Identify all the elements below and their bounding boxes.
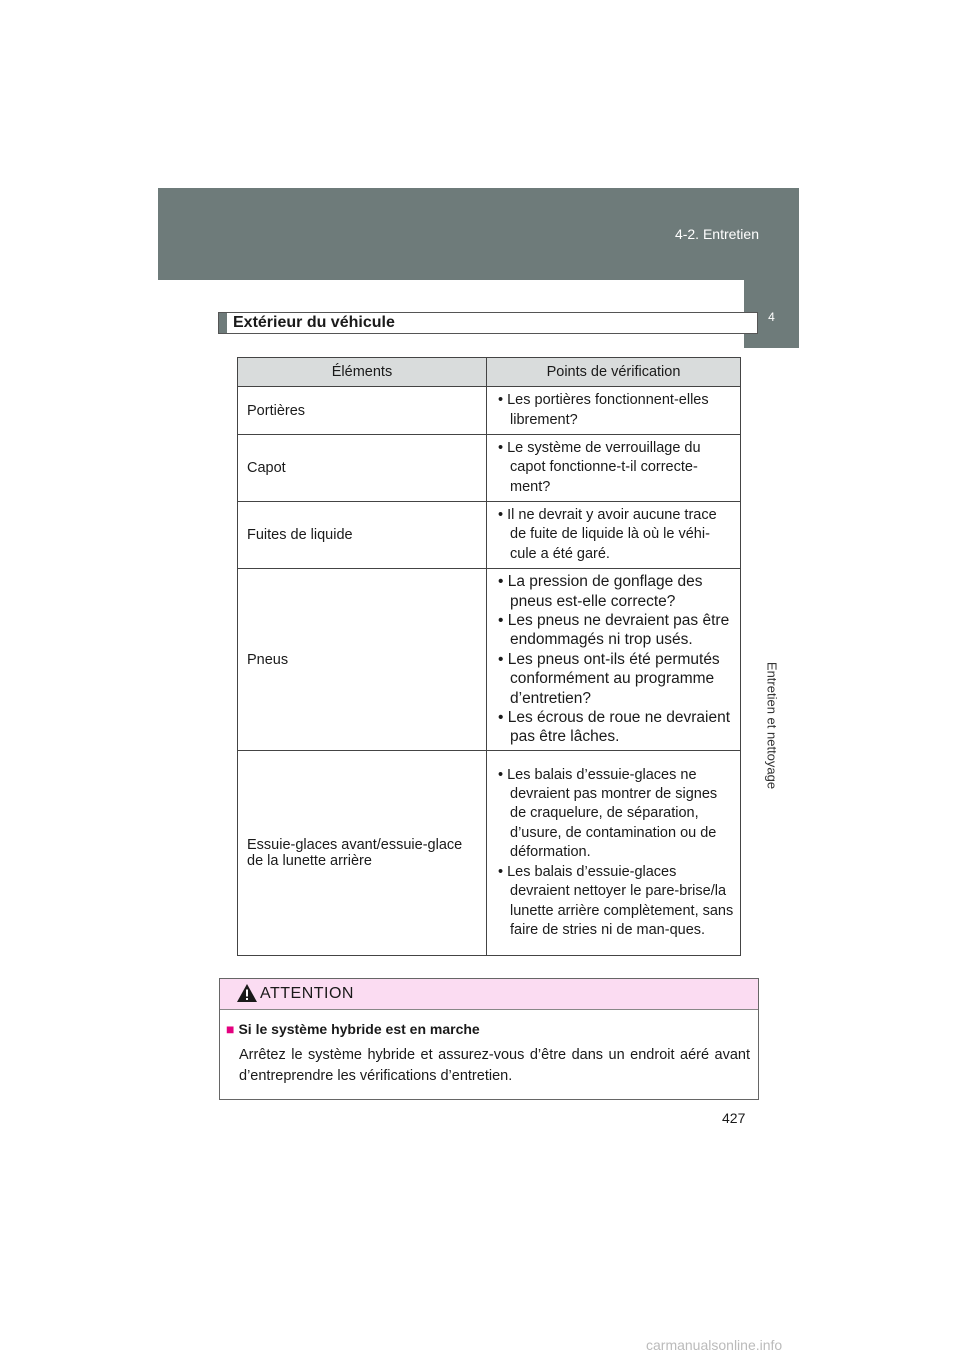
check-point: • Il ne devrait y avoir aucune trace de fuite de liquide là où le véhi-cule a été garé. [496, 506, 734, 564]
points-cell [487, 435, 741, 502]
column-header-points: Points de vérification [487, 358, 741, 387]
warning-subtitle: Si le système hybride est en marche [238, 1021, 480, 1037]
warning-box [219, 978, 759, 1100]
points-cell [487, 569, 741, 751]
header-band [158, 188, 799, 280]
warning-body: Arrêtez le système hybride et assurez-vous d’être dans un endroit aéré avant d’entreprendre les vérifications d’entretien. [239, 1047, 750, 1084]
warning-subtitle-row [226, 1021, 480, 1037]
inspection-table [237, 357, 741, 956]
check-point: • Les portières fonctionnent-elles librement? [496, 391, 734, 430]
warning-title: ATTENTION [260, 985, 354, 1002]
bullet-square-icon: ■ [226, 1021, 235, 1037]
points-cell [487, 387, 741, 435]
table-row [238, 569, 741, 751]
check-point: • Le système de verrouillage du capot fonctionne-t-il correcte-ment? [496, 439, 734, 497]
element-cell: Portières [238, 387, 487, 435]
column-header-elements: Éléments [238, 358, 487, 387]
section-title-box [218, 312, 758, 334]
check-point: • Les pneus ont-ils été permutés conformément au programme d’entretien? [496, 650, 734, 708]
page-number: 427 [722, 1110, 746, 1126]
element-cell: Fuites de liquide [238, 502, 487, 569]
section-title: Extérieur du véhicule [233, 314, 395, 331]
table-row [238, 502, 741, 569]
section-title-bar [219, 313, 227, 333]
points-cell [487, 502, 741, 569]
check-point: • Les balais d’essuie-glaces ne devraient pas montrer de signes de craquelure, de séparation, d’usure, de contamination ou de déformation. [496, 766, 734, 863]
warning-header [220, 979, 758, 1010]
check-point: • Les pneus ne devraient pas être endommagés ni trop usés. [496, 611, 734, 650]
check-point: • Les écrous de roue ne devraient pas être lâches. [496, 708, 734, 747]
points-cell [487, 751, 741, 956]
table-header-row [238, 358, 741, 387]
table-row [238, 435, 741, 502]
section-label: 4-2. Entretien [674, 226, 759, 242]
table-row [238, 751, 741, 956]
element-cell: Pneus [238, 569, 487, 751]
check-point: • La pression de gonflage des pneus est-elle correcte? [496, 572, 734, 611]
element-cell: Capot [238, 435, 487, 502]
element-cell: Essuie-glaces avant/essuie-glace de la lunette arrière [238, 751, 487, 956]
table-row [238, 387, 741, 435]
chapter-number: 4 [768, 310, 775, 324]
check-point: • Les balais d’essuie-glaces devraient nettoyer le pare-brise/la lunette arrière complètement, sans faire de stries ni de man-ques. [496, 863, 734, 941]
footer-watermark: carmanualsonline.info [646, 1337, 783, 1353]
warning-icon [236, 983, 258, 1003]
chapter-title: Entretien et nettoyage [764, 661, 779, 790]
